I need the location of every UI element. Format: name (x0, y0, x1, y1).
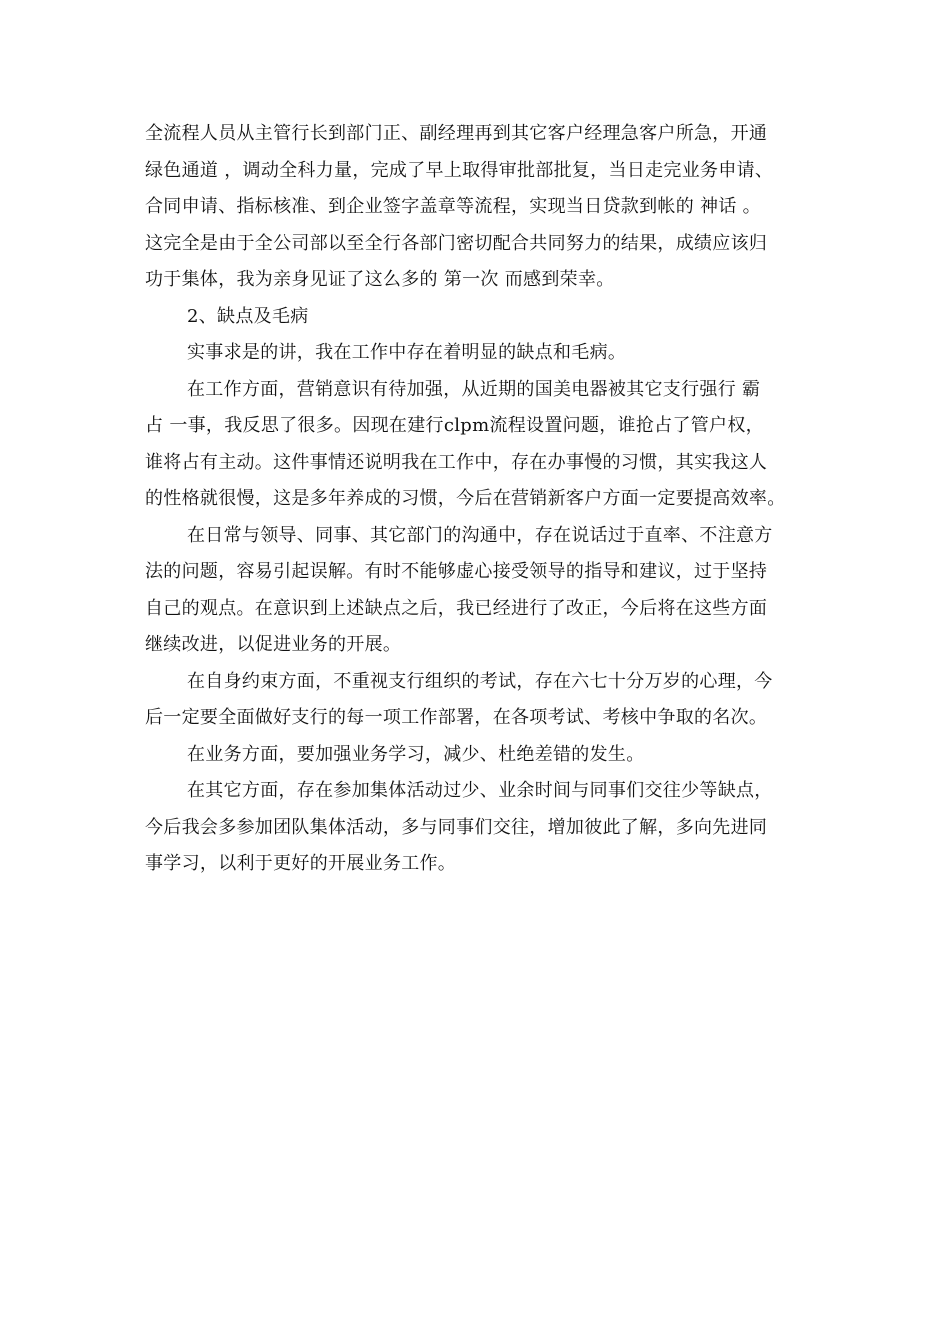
text-line: 的性格就很慢，这是多年养成的习惯，今后在营销新客户方面一定要提高效率。 (145, 488, 786, 509)
text-line: 法的问题，容易引起误解。有时不能够虚心接受领导的指导和建议，过于坚持 (145, 561, 768, 582)
text-line: 今后我会多参加团队集体活动，多与同事们交往，增加彼此了解，多向先进同 (145, 816, 768, 838)
section-heading: 2、缺点及毛病 (187, 305, 309, 327)
text-line: 在工作方面，营销意识有待加强，从近期的国美电器被其它支行强行 霸 (187, 378, 761, 400)
text-line: 在其它方面，存在参加集体活动过少、业余时间与同事们交往少等缺点， (187, 780, 773, 801)
text-line: 自己的观点。在意识到上述缺点之后，我已经进行了改正，今后将在这些方面 (145, 597, 768, 619)
text-line: 谁将占有主动。这件事情还说明我在工作中，存在办事慢的习惯，其实我这人 (145, 451, 768, 473)
text-line: 在自身约束方面，不重视支行组织的考试，存在六七十分万岁的心理，今 (187, 670, 773, 692)
text-line: 功于集体，我为亲身见证了这么多的 第一次 而感到荣幸。 (145, 269, 615, 290)
text-line: 在日常与领导、同事、其它部门的沟通中，存在说话过于直率、不注意方 (187, 524, 773, 546)
text-line: 后一定要全面做好支行的每一项工作部署，在各项考试、考核中争取的名次。 (145, 707, 768, 728)
text-line: 实事求是的讲，我在工作中存在着明显的缺点和毛病。 (187, 342, 627, 363)
text-line: 合同申请、指标核准、到企业签字盖章等流程，实现当日贷款到帐的 神话 。 (145, 196, 761, 217)
text-line: 在业务方面，要加强业务学习，减少、杜绝差错的发生。 (187, 743, 645, 765)
text-line: 这完全是由于全公司部以至全行各部门密切配合共同努力的结果，成绩应该归 (145, 232, 768, 254)
text-line: 占 一事，我反思了很多。因现在建行clpm流程设置问题，谁抢占了管户权， (145, 415, 764, 436)
text-line: 全流程人员从主管行长到部门正、副经理再到其它客户经理急客户所急，开通 (145, 123, 768, 144)
text-line: 事学习，以利于更好的开展业务工作。 (145, 853, 457, 874)
text-line: 绿色通道 ，调动全科力量，完成了早上取得审批部批复，当日走完业务申请、 (145, 159, 774, 181)
document-body (145, 116, 810, 883)
text-line: 继续改进，以促进业务的开展。 (145, 634, 402, 655)
